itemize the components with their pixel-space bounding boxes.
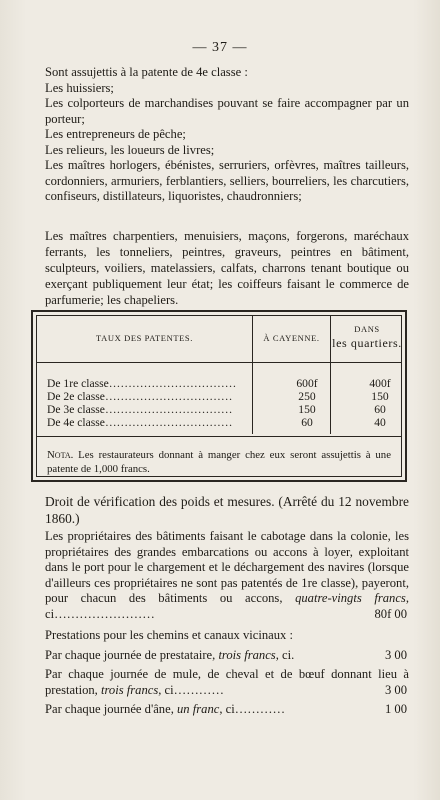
prestation-text: Par chaque journée d'âne, bbox=[45, 702, 177, 716]
proprietaires-amount-words: quatre-vingts francs bbox=[295, 591, 406, 605]
note-divider bbox=[37, 436, 401, 437]
proprietaires-leader: , ci…………………… bbox=[45, 591, 409, 621]
prestation-leader: , ci. bbox=[275, 647, 295, 662]
proprietaires-amount: 80f 00 bbox=[374, 606, 407, 621]
table-row bbox=[47, 377, 401, 390]
row-label: De 1re classe…………………………… bbox=[47, 377, 237, 390]
list-item: Les maîtres horlogers, ébénistes, serruriers, orfèvres, maîtres tailleurs, cordonniers, armuriers, ferblantiers, selliers, bourreliers, les charcutiers, confiseurs, distillateurs, liquoristes, chaudronniers; bbox=[45, 158, 409, 203]
proprietaires-text: Les propriétaires des bâtiments faisant le cabotage dans la colonie, les propriétaires des grandes embarcations ou accons à loyer, exploitant dans le port pour le chargement et le déchargement des navires (lorsque d'ailleurs ces propriétaires ne sont pas patentés de 1re classe), payeront, pour chacun des bâtiments ou accons, bbox=[45, 529, 409, 605]
table-note bbox=[47, 448, 391, 476]
table-row bbox=[47, 403, 401, 416]
list-item: Les huissiers; bbox=[45, 80, 114, 95]
row-label: De 4e classe…………………………… bbox=[47, 416, 233, 429]
header-taux: TAUX DES PATENTES. bbox=[96, 333, 193, 343]
prestation-amount-words: un franc bbox=[177, 702, 220, 716]
patent-rate-table bbox=[31, 310, 407, 482]
quartiers-value: 150 bbox=[371, 390, 389, 403]
page-number: — 37 — bbox=[192, 40, 248, 55]
prestation-leader: , ci………… bbox=[158, 682, 224, 697]
quartiers-value: 60 bbox=[374, 403, 386, 416]
table-row bbox=[47, 416, 401, 429]
prestations-title: Prestations pour les chemins et canaux vicinaux : bbox=[45, 628, 293, 642]
patent-class-list-continued bbox=[45, 228, 409, 308]
note-text: Les restaurateurs donnant à manger chez eux seront assujettis à une patente de 1,000 francs. bbox=[47, 449, 391, 475]
quartiers-value: 40 bbox=[374, 416, 386, 429]
prestation-line bbox=[45, 702, 409, 718]
header-quartiers-label: les quartiers. bbox=[332, 336, 402, 350]
prestation-amount-words: trois francs bbox=[218, 647, 276, 662]
table-row bbox=[47, 390, 401, 403]
list-item: Les colporteurs de marchandises pouvant se faire accompagner par un porteur; bbox=[45, 96, 409, 126]
droit-heading: Droit de vérification des poids et mesures. (Arrêté du 12 novembre 1860.) bbox=[45, 494, 409, 526]
prestation-line bbox=[45, 648, 409, 664]
header-quartiers bbox=[331, 324, 403, 351]
header-dans: DANS bbox=[354, 324, 380, 334]
prestation-line bbox=[45, 667, 409, 698]
list-item: Les entrepreneurs de pêche; bbox=[45, 127, 186, 141]
prestation-text: Par chaque journée de mule, de cheval et de bœuf donnant lieu à prestation, bbox=[45, 667, 409, 697]
list-item: Les maîtres charpentiers, menuisiers, maçons, forgerons, maréchaux ferrants, les tonneliers, peintres, graveurs, peintres en bâtiment, sculpteurs, voiliers, matelassiers, calfats, charrons tenant boutique ou exerçant publiquement leur état; les coiffeurs faisant le commerce de parfumerie; les chapeliers. bbox=[45, 229, 409, 307]
note-label: Nota. bbox=[47, 449, 74, 461]
row-label: De 2e classe…………………………… bbox=[47, 390, 233, 403]
cayenne-value: 150 bbox=[298, 403, 316, 416]
cayenne-value: 600f bbox=[296, 377, 318, 390]
header-divider bbox=[37, 362, 401, 363]
duties-section bbox=[45, 493, 409, 718]
proprietaires-paragraph bbox=[45, 529, 409, 622]
intro-line: Sont assujettis à la patente de 4e classe : bbox=[45, 65, 248, 79]
list-item: Les relieurs, les loueurs de livres; bbox=[45, 142, 215, 157]
prestation-text: Par chaque journée de prestataire, bbox=[45, 647, 219, 662]
cayenne-value: 250 bbox=[298, 390, 316, 403]
prestation-amount: 3 00 bbox=[384, 647, 407, 662]
prestation-amount: 3 00 bbox=[384, 682, 407, 697]
quartiers-value: 400f bbox=[369, 377, 391, 390]
patent-class-list bbox=[45, 65, 409, 205]
table-frame bbox=[36, 315, 402, 477]
prestation-amount-words: trois francs bbox=[100, 682, 159, 697]
header-cayenne: À CAYENNE. bbox=[263, 333, 320, 343]
prestation-amount: 1 00 bbox=[384, 702, 407, 716]
row-label: De 3e classe…………………………… bbox=[47, 403, 233, 416]
prestation-leader: , ci………… bbox=[219, 702, 286, 716]
cayenne-value: 60 bbox=[301, 416, 313, 429]
